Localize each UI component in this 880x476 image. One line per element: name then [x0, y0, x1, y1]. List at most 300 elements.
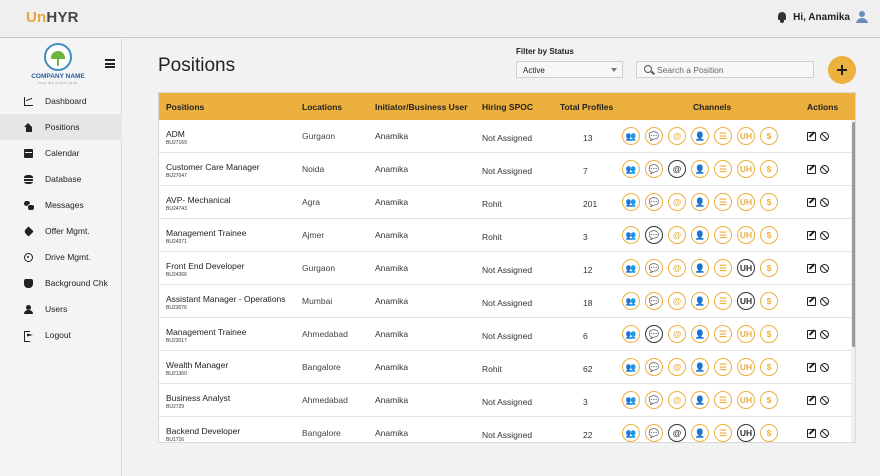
position-total-profiles[interactable]: 7	[583, 166, 588, 176]
row-actions	[807, 429, 829, 438]
database-icon	[24, 175, 33, 184]
paid-channel-icon[interactable]	[760, 391, 778, 409]
channel-glyph: 💬	[648, 361, 660, 372]
disable-icon[interactable]	[820, 264, 829, 273]
referral-channel-icon[interactable]	[622, 424, 640, 442]
unhyr-channel-icon[interactable]	[737, 127, 755, 145]
position-location: Ahmedabad	[302, 395, 348, 405]
referral-channel-icon[interactable]	[622, 193, 640, 211]
disable-icon[interactable]	[820, 165, 829, 174]
row-actions	[807, 231, 829, 240]
disable-icon[interactable]	[820, 363, 829, 372]
sidebar	[0, 39, 122, 476]
header-locations[interactable]: Locations	[302, 102, 343, 112]
channel-glyph: $	[766, 262, 772, 273]
list-channel-icon[interactable]	[714, 226, 732, 244]
channel-glyph: ☰	[719, 163, 727, 174]
company-tagline: TAGLINE GOES HERE	[38, 81, 78, 85]
referral-channel-icon[interactable]	[622, 160, 640, 178]
row-actions	[807, 198, 829, 207]
channel-glyph: 💬	[648, 163, 660, 174]
channel-glyph: @	[672, 361, 682, 372]
add-position-button[interactable]	[828, 56, 856, 84]
add-user-channel-icon[interactable]	[691, 259, 709, 277]
channel-glyph: $	[766, 394, 772, 405]
channel-icons	[622, 325, 778, 343]
table-row[interactable]	[159, 219, 851, 252]
channel-glyph: 👥	[625, 394, 637, 405]
add-user-channel-icon[interactable]	[691, 325, 709, 343]
list-channel-icon[interactable]	[714, 325, 732, 343]
sidebar-item-database[interactable]	[0, 166, 122, 192]
channel-glyph: 💬	[648, 229, 660, 240]
position-total-profiles[interactable]: 201	[583, 199, 598, 209]
channel-glyph: $	[766, 328, 772, 339]
chat-channel-icon[interactable]	[645, 391, 663, 409]
company-logo	[30, 43, 86, 85]
channel-icons	[622, 193, 778, 211]
position-location: Gurgaon	[302, 131, 336, 141]
edit-icon[interactable]	[807, 297, 816, 306]
channel-glyph: @	[672, 130, 682, 141]
channel-glyph: 💬	[648, 328, 660, 339]
referral-channel-icon[interactable]	[622, 127, 640, 145]
add-user-channel-icon[interactable]	[691, 226, 709, 244]
dashboard-icon	[24, 97, 33, 106]
unhyr-channel-icon[interactable]	[737, 358, 755, 376]
position-total-profiles[interactable]: 13	[583, 133, 593, 143]
channel-glyph: $	[766, 361, 772, 372]
filter-label: Filter by Status	[516, 47, 574, 56]
channel-glyph: 👥	[625, 229, 637, 240]
disable-icon[interactable]	[820, 132, 829, 141]
drive-icon	[24, 253, 33, 262]
scrollbar-thumb[interactable]	[852, 122, 856, 347]
header-initiator[interactable]: Initiator/Business User	[375, 102, 468, 112]
position-location: Ajmer	[302, 230, 325, 240]
position-code: BU21360	[166, 371, 187, 377]
sidebar-item-label: Dashboard	[45, 96, 87, 106]
unhyr-channel-icon[interactable]	[737, 325, 755, 343]
search-input[interactable]	[657, 64, 807, 76]
channel-glyph: 👥	[625, 328, 637, 339]
position-name[interactable]: Backend Developer	[166, 426, 241, 436]
channel-glyph: 👥	[625, 196, 637, 207]
disable-icon[interactable]	[820, 396, 829, 405]
paid-channel-icon[interactable]	[760, 424, 778, 442]
disable-icon[interactable]	[820, 429, 829, 438]
disable-icon[interactable]	[820, 198, 829, 207]
position-location: Bangalore	[302, 428, 341, 438]
channel-icons	[622, 160, 778, 178]
list-channel-icon[interactable]	[714, 193, 732, 211]
email-channel-icon[interactable]	[668, 292, 686, 310]
position-total-profiles[interactable]: 18	[583, 298, 593, 308]
unhyr-channel-icon[interactable]	[737, 193, 755, 211]
app-logo[interactable]: UnHYR	[26, 9, 79, 26]
paid-channel-icon[interactable]	[760, 160, 778, 178]
search-box[interactable]	[636, 61, 814, 78]
position-name[interactable]: Management Trainee	[166, 327, 247, 337]
position-name[interactable]: Management Trainee	[166, 228, 247, 238]
plus-icon	[837, 65, 847, 75]
user-icon	[24, 305, 33, 314]
edit-icon[interactable]	[807, 231, 816, 240]
chat-channel-icon[interactable]	[645, 259, 663, 277]
referral-channel-icon[interactable]	[622, 358, 640, 376]
sidebar-item-messages[interactable]	[0, 192, 122, 218]
position-initiator: Anamika	[375, 329, 409, 339]
channel-icons	[622, 424, 778, 442]
sidebar-item-users[interactable]	[0, 296, 122, 322]
sidebar-item-label: Offer Mgmt.	[45, 226, 90, 236]
table-row[interactable]	[159, 120, 851, 153]
position-name[interactable]: Customer Care Manager	[166, 162, 260, 172]
position-initiator: Anamika	[375, 428, 409, 438]
list-channel-icon[interactable]	[714, 292, 732, 310]
unhyr-channel-icon[interactable]	[737, 226, 755, 244]
edit-icon[interactable]	[807, 429, 816, 438]
list-channel-icon[interactable]	[714, 391, 732, 409]
channel-icons	[622, 127, 778, 145]
row-actions	[807, 363, 829, 372]
position-total-profiles[interactable]: 3	[583, 397, 588, 407]
header-actions: Actions	[807, 102, 839, 112]
list-channel-icon[interactable]	[714, 424, 732, 442]
paid-channel-icon[interactable]	[760, 358, 778, 376]
email-channel-icon[interactable]	[668, 358, 686, 376]
page-title: Positions	[158, 55, 236, 76]
channel-glyph: UH	[739, 394, 753, 405]
table-row[interactable]	[159, 384, 851, 417]
list-channel-icon[interactable]	[714, 160, 732, 178]
channel-icons	[622, 391, 778, 409]
position-total-profiles[interactable]: 3	[583, 232, 588, 242]
position-location: Mumbai	[302, 296, 333, 306]
header-spoc[interactable]: Hiring SPOC	[482, 102, 534, 112]
position-name[interactable]: Assistant Manager - Operations	[166, 294, 286, 304]
user-menu[interactable]	[777, 11, 868, 23]
channel-glyph: UH	[739, 361, 753, 372]
status-filter-value: Active	[523, 66, 545, 75]
position-spoc: Not Assigned	[482, 265, 533, 275]
channel-glyph: 💬	[648, 262, 660, 273]
channel-glyph: 👥	[625, 130, 637, 141]
table-row[interactable]	[159, 351, 851, 384]
position-total-profiles[interactable]: 62	[583, 364, 593, 374]
add-user-channel-icon[interactable]	[691, 160, 709, 178]
position-code: BU2729	[166, 404, 185, 410]
table-body	[159, 120, 851, 443]
channel-glyph: 💬	[648, 130, 660, 141]
referral-channel-icon[interactable]	[622, 391, 640, 409]
add-user-channel-icon[interactable]	[691, 193, 709, 211]
menu-toggle-icon[interactable]	[105, 59, 115, 68]
referral-channel-icon[interactable]	[622, 259, 640, 277]
chat-channel-icon[interactable]	[645, 160, 663, 178]
chat-channel-icon[interactable]	[645, 226, 663, 244]
channel-glyph: $	[766, 196, 772, 207]
channel-glyph: $	[766, 427, 772, 438]
chat-channel-icon[interactable]	[645, 292, 663, 310]
table-row[interactable]	[159, 285, 851, 318]
channel-glyph: 👤	[694, 130, 706, 141]
referral-channel-icon[interactable]	[622, 325, 640, 343]
channel-glyph: 👤	[694, 196, 706, 207]
user-greeting: Hi, Anamika	[793, 11, 850, 23]
row-actions	[807, 165, 829, 174]
row-actions	[807, 264, 829, 273]
channel-glyph: ☰	[719, 196, 727, 207]
disable-icon[interactable]	[820, 297, 829, 306]
chat-channel-icon[interactable]	[645, 358, 663, 376]
position-code: BU27047	[166, 173, 187, 179]
position-code: BU1716	[166, 437, 185, 443]
chat-channel-icon[interactable]	[645, 424, 663, 442]
sidebar-item-label: Messages	[45, 200, 84, 210]
channel-glyph: @	[672, 295, 682, 306]
channel-glyph: UH	[739, 196, 753, 207]
bell-icon[interactable]	[777, 12, 787, 23]
position-spoc: Rohit	[482, 199, 502, 209]
edit-icon[interactable]	[807, 330, 816, 339]
position-location: Bangalore	[302, 362, 341, 372]
sidebar-item-positions[interactable]	[0, 114, 122, 140]
channel-glyph: 👤	[694, 262, 706, 273]
channel-glyph: 👥	[625, 295, 637, 306]
header-positions[interactable]: Positions	[166, 102, 205, 112]
channel-glyph: UH	[739, 163, 753, 174]
position-name[interactable]: ADM	[166, 129, 185, 139]
sidebar-item-label: Logout	[45, 330, 71, 340]
channel-glyph: ☰	[719, 295, 727, 306]
position-spoc: Rohit	[482, 232, 502, 242]
channel-glyph: 👥	[625, 361, 637, 372]
messages-icon	[24, 201, 33, 210]
table-scrollbar[interactable]	[851, 120, 856, 443]
position-location: Noida	[302, 164, 325, 174]
sidebar-item-label: Positions	[45, 122, 80, 132]
channel-glyph: $	[766, 130, 772, 141]
email-channel-icon[interactable]	[668, 259, 686, 277]
tag-icon	[23, 226, 33, 236]
position-initiator: Anamika	[375, 164, 409, 174]
unhyr-channel-icon[interactable]	[737, 292, 755, 310]
header-channels: Channels	[693, 102, 732, 112]
sidebar-item-dashboard[interactable]	[0, 88, 122, 114]
list-channel-icon[interactable]	[714, 358, 732, 376]
position-name[interactable]: AVP- Mechanical	[166, 195, 231, 205]
chat-channel-icon[interactable]	[645, 127, 663, 145]
channel-glyph: 👤	[694, 427, 706, 438]
sidebar-item-background-chk[interactable]	[0, 270, 122, 296]
unhyr-channel-icon[interactable]	[737, 424, 755, 442]
position-total-profiles[interactable]: 22	[583, 430, 593, 440]
chat-channel-icon[interactable]	[645, 193, 663, 211]
channel-glyph: ☰	[719, 394, 727, 405]
channel-glyph: ☰	[719, 328, 727, 339]
sidebar-nav	[0, 88, 122, 348]
position-location: Gurgaon	[302, 263, 336, 273]
edit-icon[interactable]	[807, 264, 816, 273]
channel-glyph: 👥	[625, 163, 637, 174]
search-icon	[644, 65, 652, 73]
unhyr-channel-icon[interactable]	[737, 160, 755, 178]
positions-table	[158, 92, 856, 443]
position-name[interactable]: Business Analyst	[166, 393, 231, 403]
table-row[interactable]	[159, 186, 851, 219]
table-row[interactable]	[159, 252, 851, 285]
channel-glyph: @	[672, 229, 682, 240]
table-row[interactable]	[159, 153, 851, 186]
channel-icons	[622, 358, 778, 376]
position-code: BU23076	[166, 305, 187, 311]
email-channel-icon[interactable]	[668, 424, 686, 442]
position-spoc: Not Assigned	[482, 397, 533, 407]
sidebar-item-offer-mgmt[interactable]	[0, 218, 122, 244]
table-row[interactable]	[159, 417, 851, 443]
add-user-channel-icon[interactable]	[691, 391, 709, 409]
channel-icons	[622, 226, 778, 244]
channel-glyph: ☰	[719, 427, 727, 438]
table-header	[159, 93, 856, 120]
channel-icons	[622, 292, 778, 310]
position-spoc: Not Assigned	[482, 298, 533, 308]
channel-glyph: ☰	[719, 229, 727, 240]
position-initiator: Anamika	[375, 362, 409, 372]
sidebar-item-label: Background Chk	[45, 278, 108, 288]
position-code: BU23017	[166, 338, 187, 344]
edit-icon[interactable]	[807, 132, 816, 141]
position-spoc: Not Assigned	[482, 331, 533, 341]
channel-glyph: ☰	[719, 262, 727, 273]
position-spoc: Rohit	[482, 364, 502, 374]
channel-icons	[622, 259, 778, 277]
top-bar	[0, 0, 880, 38]
email-channel-icon[interactable]	[668, 325, 686, 343]
calendar-icon	[24, 149, 33, 158]
add-user-channel-icon[interactable]	[691, 358, 709, 376]
list-channel-icon[interactable]	[714, 259, 732, 277]
sidebar-item-logout[interactable]	[0, 322, 122, 348]
chat-channel-icon[interactable]	[645, 325, 663, 343]
position-code: BU24371	[166, 239, 187, 245]
add-user-channel-icon[interactable]	[691, 424, 709, 442]
channel-glyph: 👤	[694, 229, 706, 240]
sidebar-item-drive-mgmt[interactable]	[0, 244, 122, 270]
channel-glyph: @	[672, 427, 682, 438]
position-initiator: Anamika	[375, 296, 409, 306]
channel-glyph: 👤	[694, 163, 706, 174]
position-spoc: Not Assigned	[482, 166, 533, 176]
referral-channel-icon[interactable]	[622, 226, 640, 244]
paid-channel-icon[interactable]	[760, 127, 778, 145]
channel-glyph: UH	[739, 328, 753, 339]
channel-glyph: @	[672, 196, 682, 207]
paid-channel-icon[interactable]	[760, 226, 778, 244]
edit-icon[interactable]	[807, 198, 816, 207]
position-total-profiles[interactable]: 12	[583, 265, 593, 275]
channel-glyph: 👤	[694, 328, 706, 339]
sidebar-item-label: Calendar	[45, 148, 80, 158]
channel-glyph: @	[672, 394, 682, 405]
channel-glyph: 👥	[625, 427, 637, 438]
referral-channel-icon[interactable]	[622, 292, 640, 310]
edit-icon[interactable]	[807, 396, 816, 405]
table-row[interactable]	[159, 318, 851, 351]
email-channel-icon[interactable]	[668, 160, 686, 178]
shield-icon	[24, 279, 33, 288]
channel-glyph: @	[672, 328, 682, 339]
row-actions	[807, 396, 829, 405]
unhyr-channel-icon[interactable]	[737, 391, 755, 409]
logout-icon	[24, 331, 33, 340]
header-total-profiles[interactable]: Total Profiles	[560, 102, 614, 112]
edit-icon[interactable]	[807, 363, 816, 372]
company-logo-icon	[44, 43, 72, 71]
channel-glyph: 👤	[694, 295, 706, 306]
position-initiator: Anamika	[375, 131, 409, 141]
position-initiator: Anamika	[375, 263, 409, 273]
email-channel-icon[interactable]	[668, 226, 686, 244]
channel-glyph: UH	[739, 130, 753, 141]
position-name[interactable]: Front End Developer	[166, 261, 245, 271]
disable-icon[interactable]	[820, 231, 829, 240]
channel-glyph: UH	[739, 427, 753, 438]
position-spoc: Not Assigned	[482, 133, 533, 143]
email-channel-icon[interactable]	[668, 127, 686, 145]
channel-glyph: UH	[739, 229, 753, 240]
position-name[interactable]: Wealth Manager	[166, 360, 229, 370]
channel-glyph: 💬	[648, 295, 660, 306]
position-code: BU24743	[166, 206, 187, 212]
avatar-icon[interactable]	[856, 11, 868, 23]
channel-glyph: ☰	[719, 130, 727, 141]
channel-glyph: 👤	[694, 361, 706, 372]
paid-channel-icon[interactable]	[760, 259, 778, 277]
home-icon	[24, 123, 33, 132]
channel-glyph: ☰	[719, 361, 727, 372]
position-spoc: Not Assigned	[482, 430, 533, 440]
status-filter-select[interactable]	[516, 61, 623, 78]
sidebar-item-label: Drive Mgmt.	[45, 252, 91, 262]
sidebar-item-calendar[interactable]	[0, 140, 122, 166]
email-channel-icon[interactable]	[668, 193, 686, 211]
row-actions	[807, 330, 829, 339]
unhyr-channel-icon[interactable]	[737, 259, 755, 277]
channel-glyph: 👤	[694, 394, 706, 405]
add-user-channel-icon[interactable]	[691, 292, 709, 310]
channel-glyph: 👥	[625, 262, 637, 273]
channel-glyph: 💬	[648, 196, 660, 207]
channel-glyph: UH	[739, 262, 753, 273]
channel-glyph: UH	[739, 295, 753, 306]
add-user-channel-icon[interactable]	[691, 127, 709, 145]
position-location: Ahmedabad	[302, 329, 348, 339]
email-channel-icon[interactable]	[668, 391, 686, 409]
edit-icon[interactable]	[807, 165, 816, 174]
channel-glyph: $	[766, 163, 772, 174]
list-channel-icon[interactable]	[714, 127, 732, 145]
paid-channel-icon[interactable]	[760, 292, 778, 310]
position-initiator: Anamika	[375, 230, 409, 240]
paid-channel-icon[interactable]	[760, 325, 778, 343]
channel-glyph: $	[766, 229, 772, 240]
position-total-profiles[interactable]: 6	[583, 331, 588, 341]
paid-channel-icon[interactable]	[760, 193, 778, 211]
disable-icon[interactable]	[820, 330, 829, 339]
row-actions	[807, 297, 829, 306]
